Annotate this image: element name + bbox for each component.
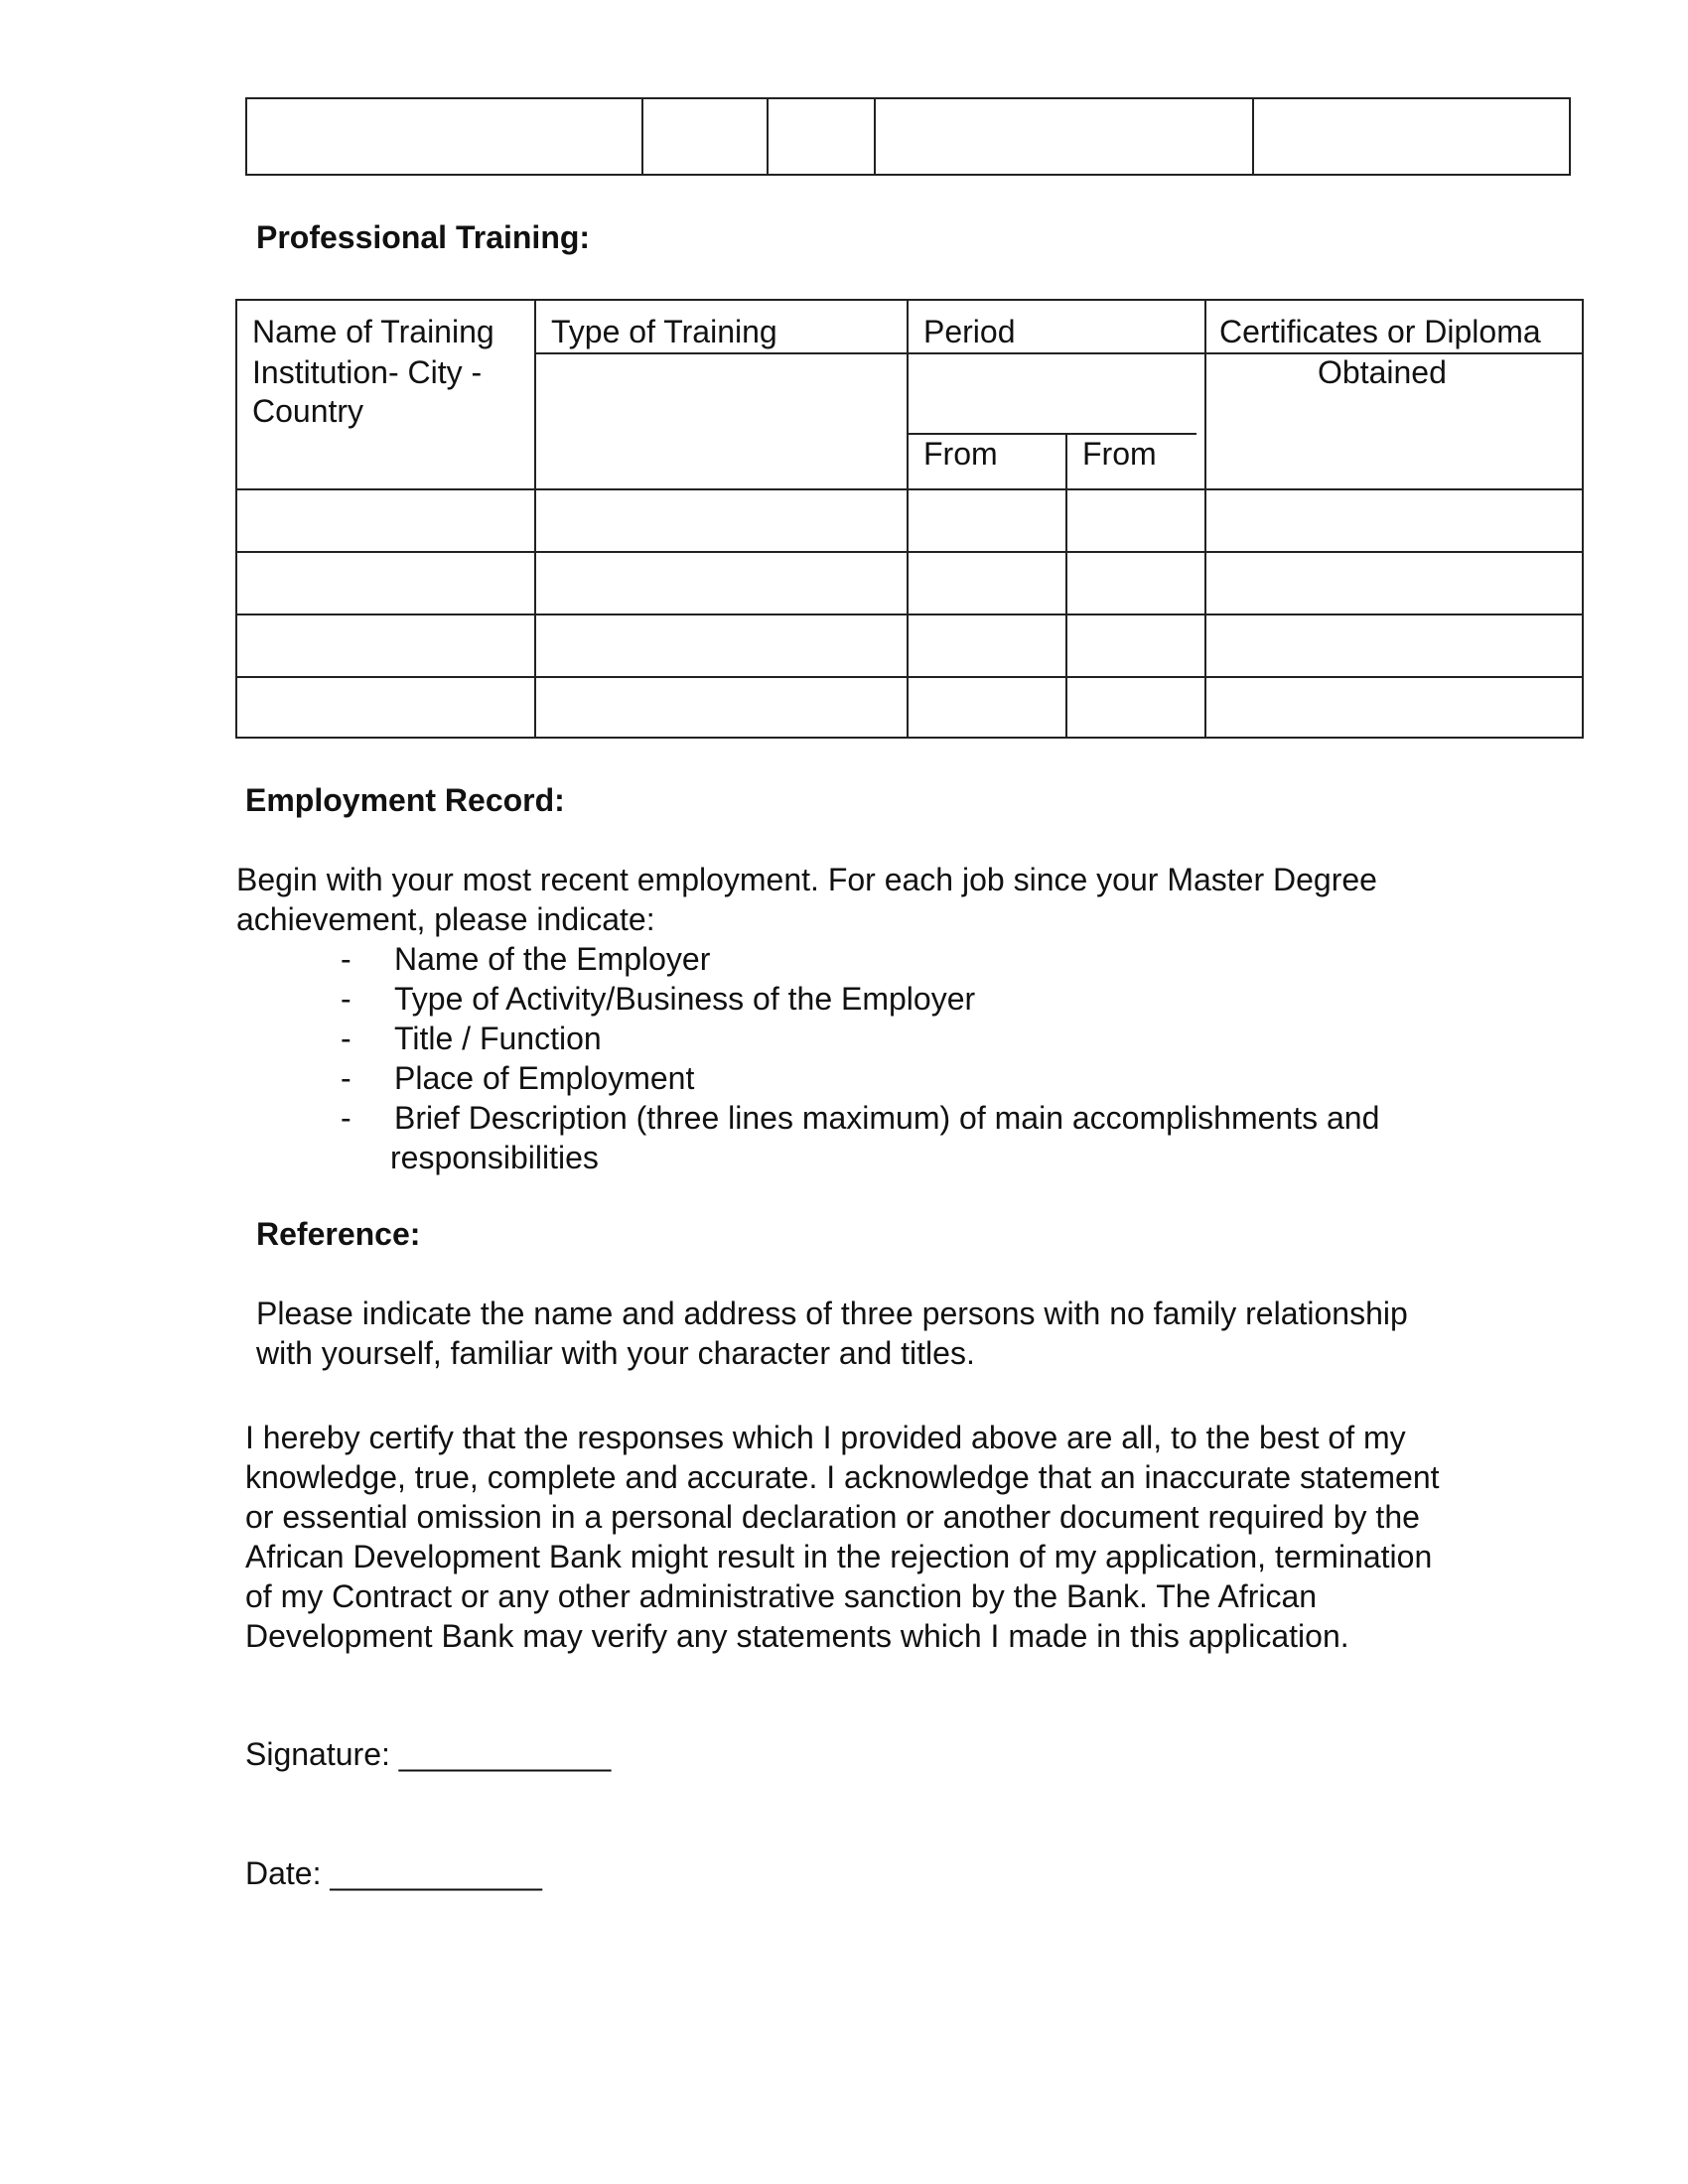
table-col-line [1065,433,1067,739]
certification-line: African Development Bank might result in the rejection of my application, termination [245,1539,1433,1574]
list-item-text: Name of the Employer [394,941,711,977]
employment-record-title: Employment Record: [245,782,565,818]
table-col-line [534,299,536,739]
table-line-row [235,488,1584,490]
professional-training-table [235,299,1584,739]
table-divider [641,99,643,174]
header-institution: Institution- City - [252,354,483,390]
date-field: Date: ____________ [245,1855,542,1891]
table-border-bottom [235,737,1584,739]
table-border-right [1582,299,1584,739]
certification-line: Development Bank may verify any statements which I made in this application. [245,1618,1349,1654]
reference-title: Reference: [256,1216,421,1252]
employment-intro-line: Begin with your most recent employment. For each job since your Master Degree [236,862,1377,897]
bullet-dash: - [341,1100,352,1136]
header-country: Country [252,393,364,429]
table-border-left [235,299,237,739]
list-item-text: Type of Activity/Business of the Employer [394,981,976,1017]
header-certificates: Certificates or Diploma [1219,314,1541,349]
header-name-of-training: Name of Training [252,314,494,349]
professional-training-title: Professional Training: [256,219,591,255]
reference-text [256,1294,1477,1333]
table-border-top [235,299,1584,301]
header-from: From [1082,436,1157,472]
table-divider [1252,99,1254,174]
employment-item-list [341,939,1532,1177]
certification-line: of my Contract or any other administrative sanction by the Bank. The African [245,1578,1318,1614]
certification-line: knowledge, true, complete and accurate. I acknowledge that an inaccurate statement [245,1459,1440,1495]
table-divider [874,99,876,174]
certification-paragraph [245,1418,1477,1656]
employment-intro-line: achievement, please indicate: [236,901,655,937]
bullet-dash: - [341,1060,352,1096]
list-item-continuation: responsibilities [390,1140,599,1175]
reference-line: with yourself, familiar with your character and titles. [256,1335,975,1371]
table-line-row [235,676,1584,678]
table-line-row [235,551,1584,553]
bullet-dash: - [341,981,352,1017]
list-item-text: Place of Employment [394,1060,695,1096]
list-item-text: Brief Description (three lines maximum) of main accomplishments and [394,1100,1380,1136]
list-item-text: Title / Function [394,1021,602,1056]
table-col-line [907,299,909,739]
table-line-row [235,614,1584,615]
signature-field: Signature: ____________ [245,1736,612,1772]
table-divider [767,99,769,174]
bullet-dash: - [341,1021,352,1056]
previous-table-stub [245,97,1571,176]
reference-line: Please indicate the name and address of three persons with no family relationship [256,1296,1408,1331]
header-from: From [923,436,998,472]
table-col-line [1204,299,1206,739]
certification-line: I hereby certify that the responses which I provided above are all, to the best of my [245,1420,1406,1455]
certification-line: or essential omission in a personal declaration or another document required by the [245,1499,1420,1535]
employment-intro [236,860,1477,899]
header-type-of-training: Type of Training [551,314,777,349]
bullet-dash: - [341,941,352,977]
header-period: Period [923,314,1016,349]
header-obtained: Obtained [1318,354,1447,390]
